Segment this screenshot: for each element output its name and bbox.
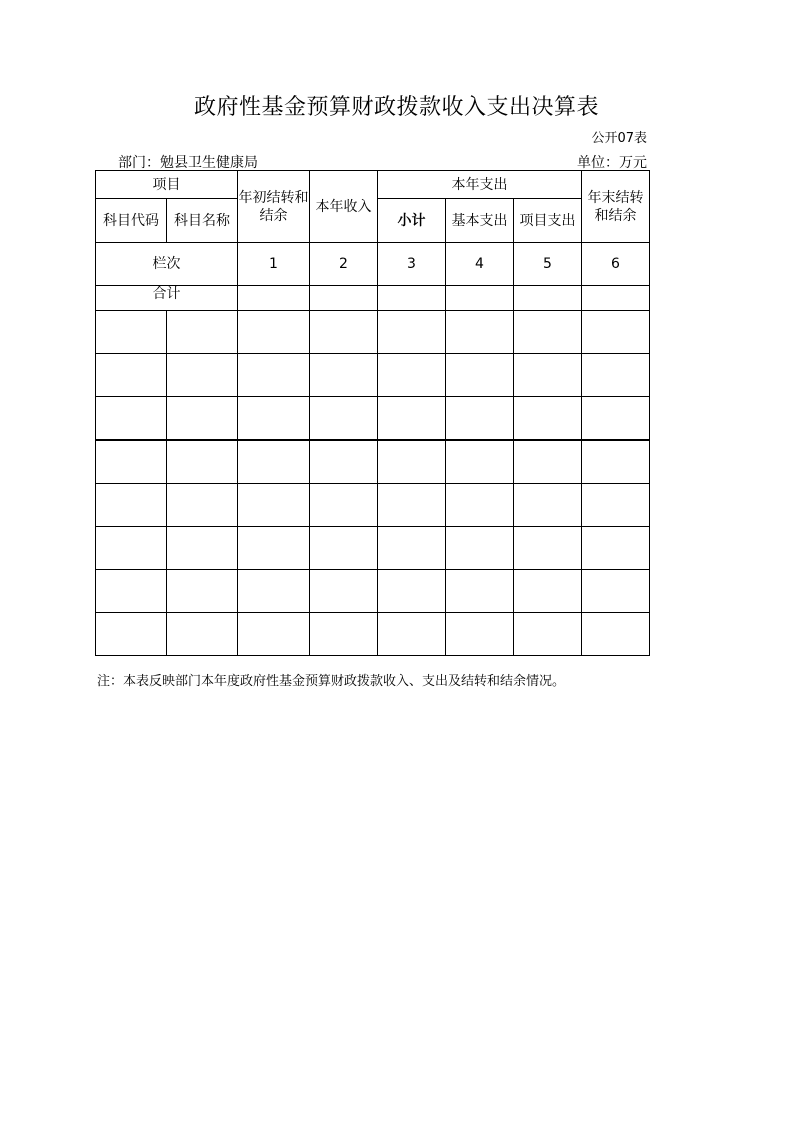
table-cell <box>582 311 650 354</box>
table-cell <box>238 484 310 527</box>
table-cell <box>582 440 650 484</box>
total-cell <box>378 286 446 311</box>
table-cell <box>96 311 167 354</box>
table-cell <box>378 440 446 484</box>
table-cell <box>514 527 582 570</box>
table-row <box>96 440 650 484</box>
table-cell <box>446 570 514 613</box>
table-cell <box>378 397 446 441</box>
table-row <box>96 484 650 527</box>
table-cell <box>446 311 514 354</box>
table-cell <box>310 570 378 613</box>
form-number: 公开07表 <box>591 131 647 146</box>
page-title: 政府性基金预算财政拨款收入支出决算表 <box>193 95 599 120</box>
table-cell <box>310 354 378 397</box>
total-label: 合计 <box>96 286 238 311</box>
table-cell <box>514 570 582 613</box>
table-cell <box>167 311 238 354</box>
table-cell <box>378 311 446 354</box>
header-project-expense: 项目支出 <box>514 199 582 243</box>
index-cell: 3 <box>378 243 446 286</box>
table-cell <box>167 484 238 527</box>
table-cell <box>514 354 582 397</box>
department-label: 部门：勉县卫生健康局 <box>118 155 258 171</box>
table-cell <box>167 613 238 656</box>
table-cell <box>446 613 514 656</box>
table-cell <box>238 354 310 397</box>
table-cell <box>582 570 650 613</box>
header-expense: 本年支出 <box>378 171 582 199</box>
table-cell <box>238 397 310 441</box>
table-cell <box>238 527 310 570</box>
table-cell <box>310 484 378 527</box>
total-cell <box>310 286 378 311</box>
unit-label: 单位：万元 <box>577 155 647 171</box>
index-cell: 6 <box>582 243 650 286</box>
table-cell <box>446 440 514 484</box>
budget-table <box>95 170 650 656</box>
table-cell <box>514 397 582 441</box>
index-row <box>96 243 650 286</box>
index-cell: 1 <box>238 243 310 286</box>
table-cell <box>378 570 446 613</box>
table-cell <box>446 527 514 570</box>
table-cell <box>582 354 650 397</box>
table-cell <box>446 484 514 527</box>
table-cell <box>514 311 582 354</box>
table-cell <box>96 354 167 397</box>
table-cell <box>378 484 446 527</box>
table-cell <box>238 613 310 656</box>
table-cell <box>167 570 238 613</box>
table-cell <box>96 440 167 484</box>
header-basic-expense: 基本支出 <box>446 199 514 243</box>
index-cell: 5 <box>514 243 582 286</box>
footnote: 注：本表反映部门本年度政府性基金预算财政拨款收入、支出及结转和结余情况。 <box>97 674 566 689</box>
table-cell <box>582 613 650 656</box>
table-cell <box>378 527 446 570</box>
table-cell <box>446 354 514 397</box>
header-subject-code: 科目代码 <box>96 199 167 243</box>
table-cell <box>514 613 582 656</box>
table-cell <box>96 570 167 613</box>
table-cell <box>514 440 582 484</box>
table-cell <box>96 527 167 570</box>
table-cell <box>167 397 238 441</box>
table-row <box>96 397 650 441</box>
table-cell <box>238 570 310 613</box>
table-row <box>96 311 650 354</box>
total-cell <box>514 286 582 311</box>
index-label: 栏次 <box>96 243 238 286</box>
table-row <box>96 570 650 613</box>
table-cell <box>582 484 650 527</box>
table-cell <box>310 311 378 354</box>
table-cell <box>167 440 238 484</box>
table-row <box>96 613 650 656</box>
table-cell <box>238 311 310 354</box>
table-cell <box>167 354 238 397</box>
total-row <box>96 286 650 311</box>
header-row-1 <box>96 171 650 199</box>
table-cell <box>582 527 650 570</box>
table-cell <box>96 397 167 441</box>
table-cell <box>378 354 446 397</box>
table-cell <box>310 527 378 570</box>
header-subject-name: 科目名称 <box>167 199 238 243</box>
header-income: 本年收入 <box>310 171 378 243</box>
table-row <box>96 354 650 397</box>
index-cell: 4 <box>446 243 514 286</box>
table-cell <box>446 397 514 441</box>
table-cell <box>582 397 650 441</box>
header-begin-balance: 年初结转和结余 <box>238 171 310 243</box>
table-cell <box>96 484 167 527</box>
header-subtotal: 小计 <box>378 199 446 243</box>
table-cell <box>514 484 582 527</box>
header-item: 项目 <box>96 171 238 199</box>
total-cell <box>582 286 650 311</box>
table-cell <box>310 613 378 656</box>
table-cell <box>96 613 167 656</box>
table-cell <box>378 613 446 656</box>
index-cell: 2 <box>310 243 378 286</box>
table-cell <box>310 440 378 484</box>
table-row <box>96 527 650 570</box>
table-cell <box>310 397 378 441</box>
header-end-balance: 年末结转和结余 <box>582 171 650 243</box>
table-cell <box>167 527 238 570</box>
table-cell <box>238 440 310 484</box>
total-cell <box>238 286 310 311</box>
total-cell <box>446 286 514 311</box>
